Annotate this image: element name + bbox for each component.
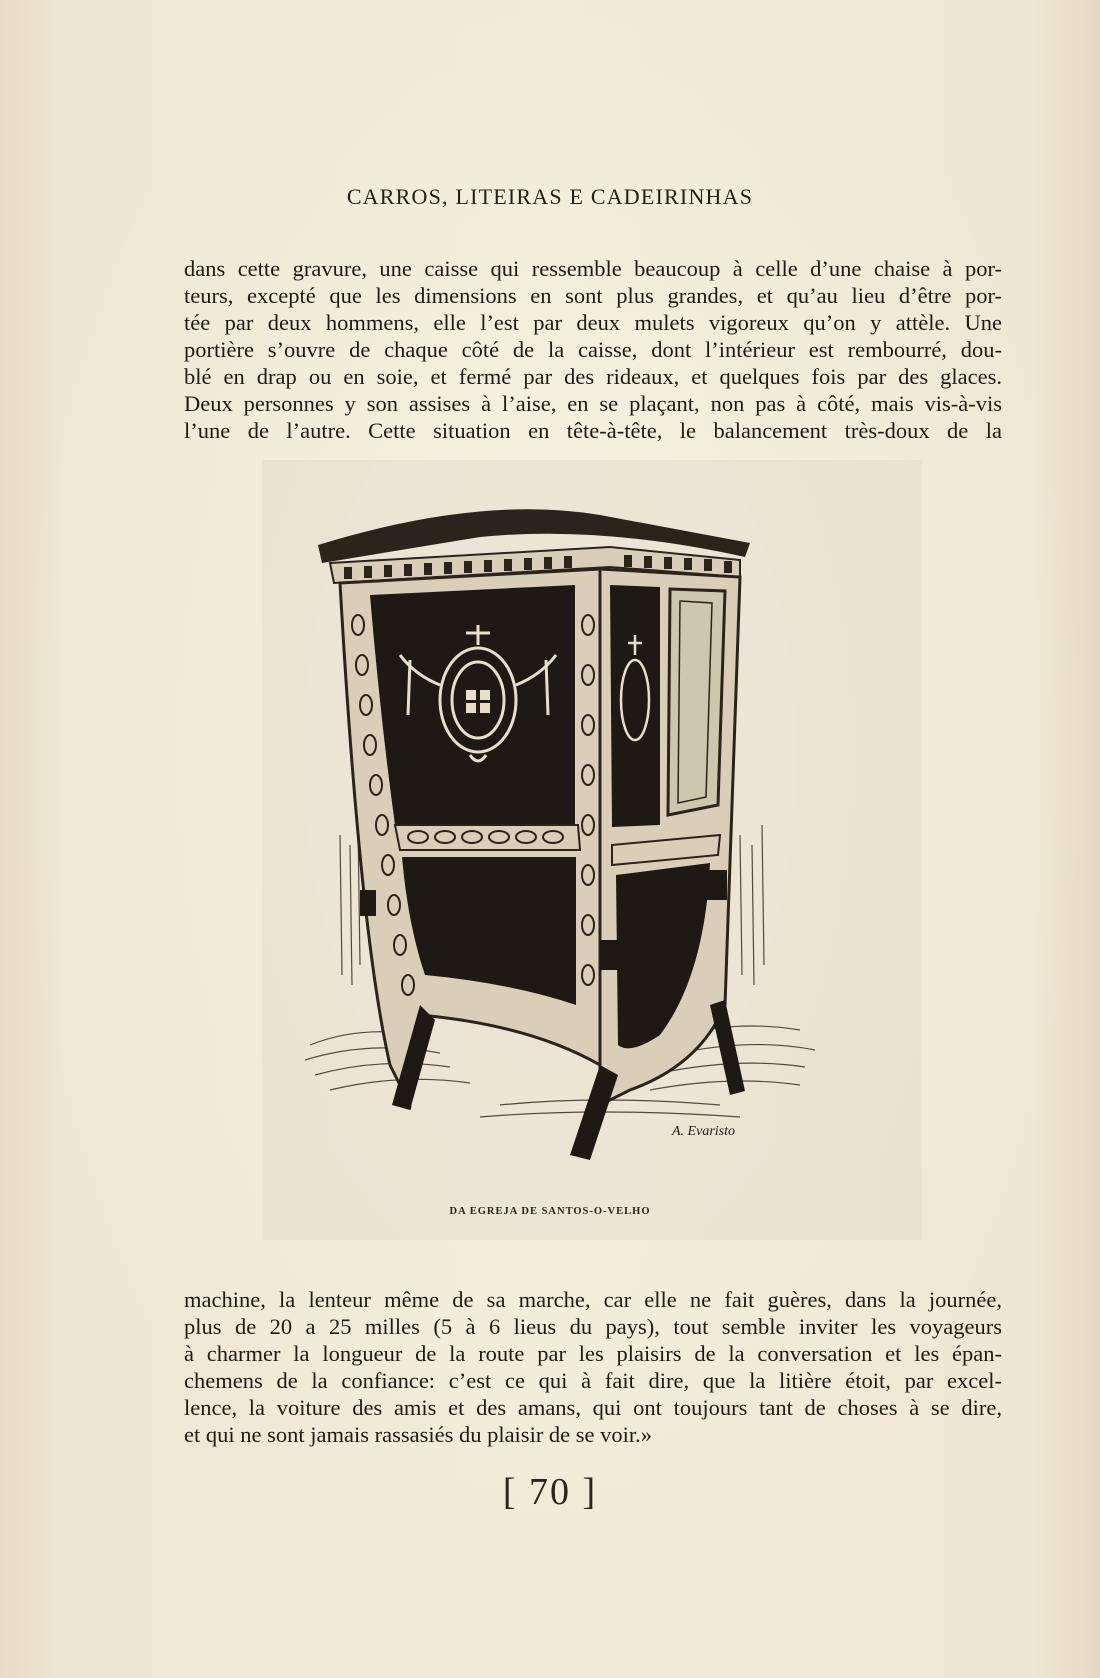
running-head: CARROS, LITEIRAS E CADEIRINHAS	[346, 184, 754, 209]
text-line: dans cette gravure, une caisse qui ressemble beaucoup à celle d’une chaise à por-	[184, 256, 1002, 281]
text-line: machine, la lenteur même de sa marche, car elle ne fait guères, dans la journée,	[184, 1287, 1002, 1312]
text-line: et qui ne sont jamais rassasiés du plaisir de se voir.»	[184, 1422, 653, 1447]
page-number: [ 70 ]	[502, 1471, 598, 1513]
text-line: plus de 20 a 25 milles (5 à 6 lieus du pays), tout semble inviter les voyageurs	[184, 1314, 1002, 1339]
top-paragraph	[184, 255, 1002, 444]
text-line: à charmer la longueur de la route par les plaisirs de la conversation et les épan-	[184, 1341, 1002, 1366]
text-line: lence, la voiture des amis et des amans, qui ont toujours tant de choses à se dire,	[184, 1395, 1002, 1420]
text-line: chemens de la confiance: c’est ce qui à fait dire, que la litière étoit, par excel-	[184, 1368, 1002, 1393]
text-line: tée par deux hommens, elle l’est par deux mulets vigoreux qu’on y attèle. Une	[184, 310, 1002, 335]
text-line: l’une de l’autre. Cette situation en tête-à-tête, le balancement très-doux de la	[184, 418, 1002, 443]
text-line: blé en drap ou en soie, et fermé par des rideaux, et quelques fois par des glaces.	[184, 364, 1002, 389]
text-line: Deux personnes y son assises à l’aise, en se plaçant, non pas à côté, mais vis-à-vis	[184, 391, 1002, 416]
illustration-caption: DA EGREJA DE SANTOS-O-VELHO	[449, 1206, 651, 1217]
artist-signature: A. Evaristo	[672, 1124, 735, 1139]
text-line: portière s’ouvre de chaque côté de la caisse, dont l’intérieur est rembourré, dou-	[184, 337, 1002, 362]
bottom-paragraph	[184, 1286, 1002, 1448]
text-line: teurs, excepté que les dimensions en sont plus grandes, et qu’au lieu d’être por-	[184, 283, 1002, 308]
sedan-chair-engraving	[300, 505, 820, 1185]
